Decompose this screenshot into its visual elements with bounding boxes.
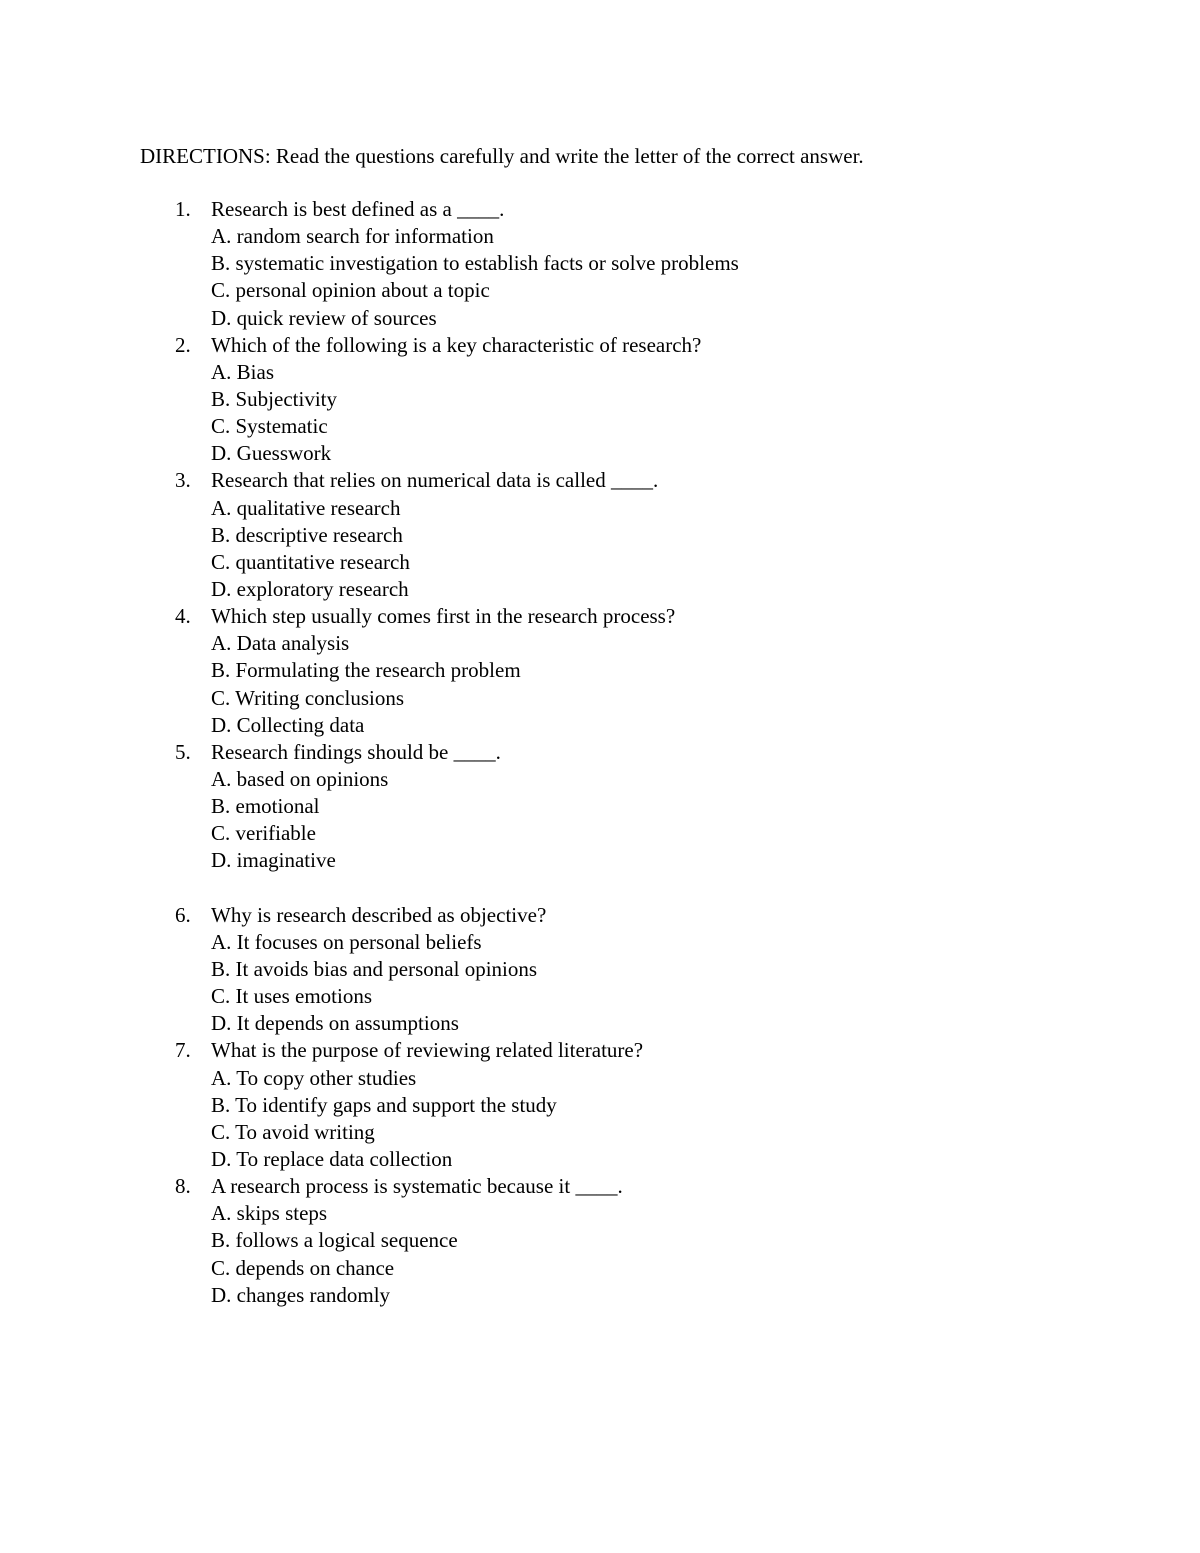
question-stem-line (0, 467, 1200, 494)
option-c: C. Systematic (211, 414, 328, 439)
option-d: D. Guesswork (211, 441, 332, 466)
option-c: C. personal opinion about a topic (211, 278, 490, 303)
option-c: C. quantitative research (211, 549, 410, 574)
option-c: C. It uses emotions (211, 984, 372, 1009)
option-b: B. Subjectivity (211, 386, 337, 411)
question-number: 7. (175, 1038, 191, 1063)
question-8 (0, 1173, 1200, 1309)
question-number: 8. (175, 1174, 191, 1199)
question-number: 5. (175, 739, 191, 764)
option-d: D. imaginative (211, 848, 336, 873)
question-1 (0, 196, 1200, 332)
question-text: What is the purpose of reviewing related literature? (211, 1038, 644, 1063)
option-c: C. To avoid writing (211, 1119, 375, 1144)
question-stem-line (0, 1037, 1200, 1064)
question-text: Research that relies on numerical data is called ____. (211, 468, 659, 493)
directions-text: DIRECTIONS: Read the questions carefully and write the letter of the correct answer. (140, 144, 864, 168)
question-number: 2. (175, 332, 191, 357)
question-text: Which step usually comes first in the research process? (211, 604, 676, 629)
question-5 (0, 739, 1200, 875)
option-b: B. descriptive research (211, 522, 403, 547)
option-d: D. exploratory research (211, 576, 409, 601)
question-stem-line (0, 196, 1200, 223)
question-3 (0, 467, 1200, 603)
option-b: B. systematic investigation to establish facts or solve problems (211, 251, 739, 276)
option-b: B. follows a logical sequence (211, 1228, 458, 1253)
question-text: A research process is systematic because it ____. (211, 1174, 623, 1199)
question-number: 6. (175, 902, 191, 927)
question-stem-line (0, 332, 1200, 359)
option-c: C. depends on chance (211, 1255, 395, 1280)
question-text: Why is research described as objective? (211, 902, 547, 927)
question-6 (0, 902, 1200, 1038)
question-stem-line (0, 1173, 1200, 1200)
option-d: D. Collecting data (211, 712, 365, 737)
option-a: A. skips steps (211, 1201, 328, 1226)
option-b: B. It avoids bias and personal opinions (211, 956, 538, 981)
option-a: A. qualitative research (211, 495, 401, 520)
option-a: A. Bias (211, 359, 274, 384)
option-a: A. Data analysis (211, 631, 350, 656)
question-list (0, 196, 1200, 1309)
question-text: Research findings should be ____. (211, 739, 501, 764)
question-number: 3. (175, 468, 191, 493)
question-number: 4. (175, 604, 191, 629)
option-a: A. based on opinions (211, 766, 389, 791)
option-d: D. changes randomly (211, 1282, 391, 1307)
question-stem-line (0, 902, 1200, 929)
option-b: B. To identify gaps and support the study (211, 1092, 557, 1117)
option-a: A. random search for information (211, 224, 494, 249)
option-a: A. To copy other studies (211, 1065, 417, 1090)
option-b: B. emotional (211, 794, 320, 819)
option-c: C. Writing conclusions (211, 685, 405, 710)
question-2 (0, 332, 1200, 468)
option-d: D. To replace data collection (211, 1146, 453, 1171)
question-stem-line (0, 603, 1200, 630)
question-number: 1. (175, 197, 191, 221)
option-d: D. It depends on assumptions (211, 1011, 459, 1036)
question-7 (0, 1037, 1200, 1173)
option-d: D. quick review of sources (211, 305, 437, 330)
option-a: A. It focuses on personal beliefs (211, 929, 482, 954)
question-text: Which of the following is a key characteristic of research? (211, 332, 702, 357)
option-b: B. Formulating the research problem (211, 658, 521, 683)
question-4 (0, 603, 1200, 739)
question-stem-line (0, 739, 1200, 766)
question-text: Research is best defined as a ____. (211, 197, 505, 221)
option-c: C. verifiable (211, 821, 316, 846)
